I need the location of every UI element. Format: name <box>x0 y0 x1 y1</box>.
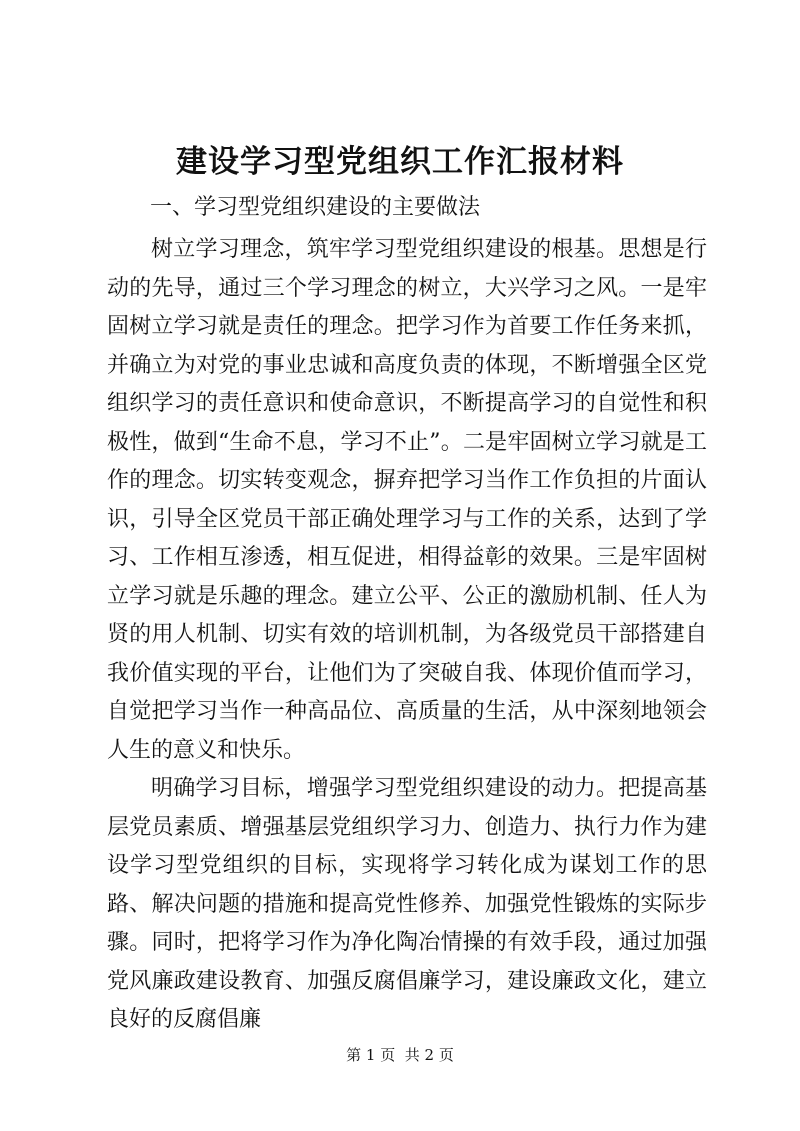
page-footer: 第 1 页 共 2 页 <box>346 1046 454 1064</box>
document-title: 建设学习型党组织工作汇报材料 <box>176 144 624 180</box>
document-body <box>107 231 707 1040</box>
paragraph-2: 明确学习目标，增强学习型党组织建设的动力。把提高基层党员素质、增强基层党组织学习力、创造力、执行力作为建设学习型党组织的目标，实现将学习转化成为谋划工作的思路、解决问题的措施和提高党性修养、加强党性锻炼的实际步骤。同时，把将学习作为净化陶冶情操的有效手段，通过加强党风廉政建设教育、加强反腐倡廉学习，建设廉政文化，建立良好的反腐倡廉 <box>107 776 707 1032</box>
section-heading: 一、学习型党组织建设的主要做法 <box>150 195 481 220</box>
paragraph-1: 树立学习理念，筑牢学习型党组织建设的根基。思想是行动的先导，通过三个学习理念的树立，大兴学习之风。一是牢固树立学习就是责任的理念。把学习作为首要工作任务来抓，并确立为对党的事业忠诚和高度负责的体现，不断增强全区党组织学习的责任意识和使命意识，不断提高学习的自觉性和积极性，做到“生命不息，学习不止”。二是牢固树立学习就是工作的理念。切实转变观念，摒弃把学习当作工作负担的片面认识，引导全区党员干部正确处理学习与工作的关系，达到了学习、工作相互渗透，相互促进，相得益彰的效果。三是牢固树立学习就是乐趣的理念。建立公平、公正的激励机制、任人为贤的用人机制、切实有效的培训机制，为各级党员干部搭建自我价值实现的平台，让他们为了突破自我、体现价值而学习，自觉把学习当作一种高品位、高质量的生活，从中深刻地领会人生的意义和快乐。 <box>107 237 707 763</box>
